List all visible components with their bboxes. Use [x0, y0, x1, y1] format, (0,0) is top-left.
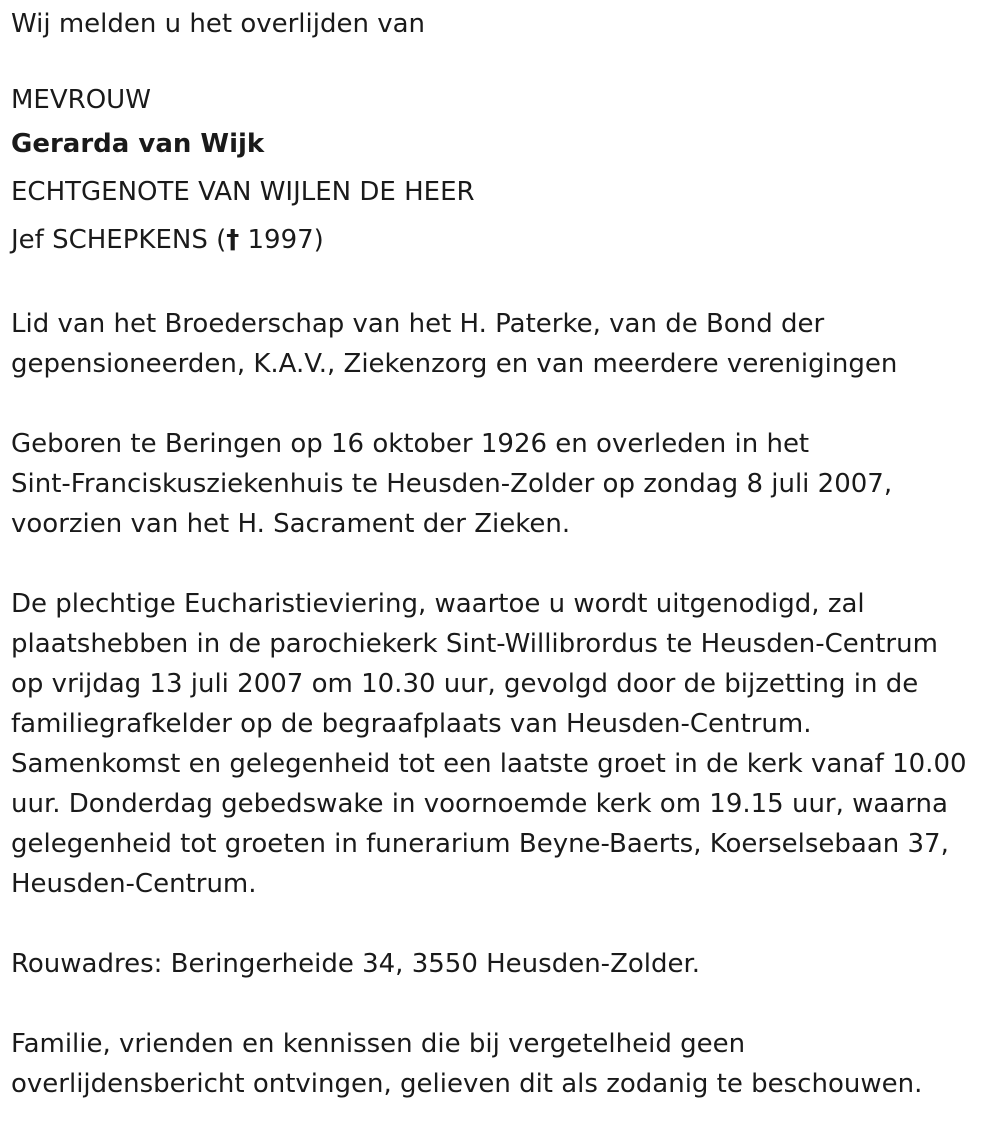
paragraph-line: op vrijdag 13 juli 2007 om 10.30 uur, gevolgd door de bijzetting in de	[11, 669, 919, 699]
funeral-paragraph	[11, 584, 996, 904]
paragraph-line: Rouwadres: Beringerheide 34, 3550 Heusden-Zolder.	[11, 949, 701, 979]
spacer	[11, 984, 996, 1024]
spouse-label: ECHTGENOTE VAN WIJLEN DE HEER	[11, 177, 475, 207]
birth-death-paragraph	[11, 424, 996, 544]
paragraph-line: uur. Donderdag gebedswake in voornoemde kerk om 19.15 uur, waarna	[11, 789, 948, 819]
spacer	[11, 384, 996, 424]
paragraph-line: Sint-Franciskusziekenhuis te Heusden-Zolder op zondag 8 juli 2007,	[11, 469, 893, 499]
obituary-notice	[11, 0, 996, 1104]
paragraph-line: De plechtige Eucharistieviering, waartoe u wordt uitgenodigd, zal	[11, 589, 865, 619]
spouse-name-prefix: Jef SCHEPKENS (	[11, 225, 227, 255]
paragraph-line: Lid van het Broederschap van het H. Paterke, van de Bond der	[11, 309, 825, 339]
closing-paragraph	[11, 1024, 996, 1104]
paragraph-line: plaatshebben in de parochiekerk Sint-Willibrordus te Heusden-Centrum	[11, 629, 938, 659]
paragraph-line: overlijdensbericht ontvingen, gelieven dit als zodanig te beschouwen.	[11, 1069, 923, 1099]
paragraph-line: gepensioneerden, K.A.V., Ziekenzorg en van meerdere verenigingen	[11, 349, 898, 379]
title-text: MEVROUW	[11, 85, 151, 115]
spacer	[11, 544, 996, 584]
memberships-paragraph	[11, 304, 996, 384]
paragraph-line: voorzien van het H. Sacrament der Zieken.	[11, 509, 571, 539]
cross-icon: †	[226, 225, 240, 255]
paragraph-line: familiegrafkelder op de begraafplaats van Heusden-Centrum.	[11, 709, 812, 739]
paragraph-line: Samenkomst en gelegenheid tot een laatste groet in de kerk vanaf 10.00	[11, 749, 967, 779]
spacer	[11, 48, 996, 80]
intro-text: Wij melden u het overlijden van	[11, 9, 426, 39]
deceased-name	[11, 120, 996, 168]
deceased-name-text: Gerarda van Wijk	[11, 129, 265, 159]
spouse-name	[11, 216, 996, 264]
paragraph-line: Heusden-Centrum.	[11, 869, 257, 899]
spacer	[11, 904, 996, 944]
paragraph-line: gelegenheid tot groeten in funerarium Beyne-Baerts, Koerselsebaan 37,	[11, 829, 949, 859]
address-paragraph	[11, 944, 996, 984]
spacer	[11, 264, 996, 304]
paragraph-line: Geboren te Beringen op 16 oktober 1926 en overleden in het	[11, 429, 810, 459]
paragraph-line: Familie, vrienden en kennissen die bij vergetelheid geen	[11, 1029, 746, 1059]
spouse-name-suffix: 1997)	[239, 225, 324, 255]
